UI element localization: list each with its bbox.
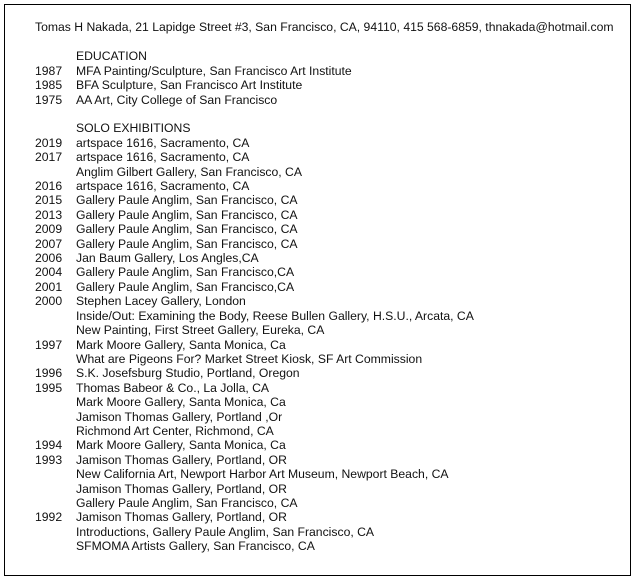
entry-year: 1985 (35, 78, 63, 93)
solo-exhibitions-list (35, 136, 627, 554)
solo-entry (35, 222, 627, 236)
education-entry (35, 64, 627, 78)
solo-entry (35, 338, 627, 352)
solo-entry (35, 395, 627, 409)
entry-text: Mark Moore Gallery, Santa Monica, Ca (76, 395, 286, 410)
entry-text: AA Art, City College of San Francisco (76, 92, 278, 107)
solo-entry (35, 352, 627, 366)
solo-entry (35, 265, 627, 279)
solo-entry (35, 136, 627, 150)
entry-year: 2006 (35, 251, 63, 266)
solo-exhibitions-heading: SOLO EXHIBITIONS (76, 121, 191, 136)
section-heading-row (35, 121, 627, 135)
entry-year: 2019 (35, 135, 63, 150)
solo-entry (35, 280, 627, 294)
entry-year (35, 395, 76, 409)
entry-text: Gallery Paule Anglim, San Francisco,CA (76, 279, 295, 294)
entry-text: Mark Moore Gallery, Santa Monica, Ca (76, 337, 286, 352)
entry-year: 1987 (35, 63, 63, 78)
entry-year: 2016 (35, 179, 63, 194)
entry-text: New California Art, Newport Harbor Art Museum, Newport Beach, CA (76, 467, 449, 482)
solo-entry (35, 208, 627, 222)
entry-year: 1975 (35, 92, 63, 107)
solo-entry (35, 539, 627, 553)
entry-year: 1995 (35, 380, 63, 395)
contact-line: Tomas H Nakada, 21 Lapidge Street #3, San Francisco, CA, 94110, 415 568-6859, thnakada@hotmail.com (35, 20, 614, 34)
entry-text: Gallery Paule Anglim, San Francisco, CA (76, 207, 298, 222)
solo-entry (35, 309, 627, 323)
solo-entry (35, 467, 627, 481)
solo-entry (35, 294, 627, 308)
entry-text: Inside/Out: Examining the Body, Reese Bullen Gallery, H.S.U., Arcata, CA (76, 308, 474, 323)
entry-year: 2001 (35, 279, 63, 294)
entry-text: artspace 1616, Sacramento, CA (76, 150, 250, 165)
entry-text: BFA Sculpture, San Francisco Art Institute (76, 78, 303, 93)
education-entry (35, 78, 627, 92)
solo-entry (35, 150, 627, 164)
solo-entry (35, 251, 627, 265)
entry-text: Thomas Babeor & Co., La Jolla, CA (76, 380, 270, 395)
entry-year: 1994 (35, 438, 63, 453)
entry-year (35, 496, 76, 510)
entry-text: Jamison Thomas Gallery, Portland, OR (76, 452, 287, 467)
solo-entry (35, 410, 627, 424)
section-spacer (35, 107, 627, 121)
solo-entry (35, 438, 627, 452)
entry-text: S.K. Josefsburg Studio, Portland, Oregon (76, 366, 300, 381)
entry-year: 2017 (35, 150, 63, 165)
solo-entry (35, 366, 627, 380)
entry-text: Gallery Paule Anglim, San Francisco, CA (76, 193, 298, 208)
solo-entry (35, 381, 627, 395)
entry-text: artspace 1616, Sacramento, CA (76, 179, 250, 194)
solo-entry (35, 453, 627, 467)
education-list (35, 64, 627, 107)
entry-year: 2013 (35, 207, 63, 222)
section-heading-row (35, 49, 627, 63)
entry-year: 1992 (35, 510, 63, 525)
entry-text: Stephen Lacey Gallery, London (76, 294, 246, 309)
entry-year (35, 323, 76, 337)
entry-text: Jamison Thomas Gallery, Portland, OR (76, 510, 287, 525)
entry-year (35, 424, 76, 438)
solo-entry (35, 323, 627, 337)
solo-entry (35, 482, 627, 496)
entry-text: artspace 1616, Sacramento, CA (76, 135, 250, 150)
entry-year (35, 525, 76, 539)
entry-text: Gallery Paule Anglim, San Francisco, CA (76, 222, 298, 237)
solo-entry (35, 525, 627, 539)
entry-year: 2015 (35, 193, 63, 208)
solo-entry (35, 424, 627, 438)
resume-document (35, 20, 627, 554)
solo-entry (35, 165, 627, 179)
entry-year: 1996 (35, 366, 63, 381)
entry-year: 2009 (35, 222, 63, 237)
solo-entry (35, 510, 627, 524)
entry-text: Gallery Paule Anglim, San Francisco,CA (76, 265, 295, 280)
entry-text: New Painting, First Street Gallery, Eureka, CA (76, 323, 325, 338)
education-entry (35, 93, 627, 107)
entry-text: What are Pigeons For? Market Street Kiosk, SF Art Commission (76, 351, 423, 366)
entry-year (35, 467, 76, 481)
entry-year (35, 165, 76, 179)
entry-text: MFA Painting/Sculpture, San Francisco Art Institute (76, 63, 352, 78)
entry-year: 2007 (35, 236, 63, 251)
entry-text: SFMOMA Artists Gallery, San Francisco, CA (76, 539, 315, 554)
entry-year (35, 539, 76, 553)
entry-year: 2004 (35, 265, 63, 280)
solo-entry (35, 193, 627, 207)
entry-year (35, 309, 76, 323)
solo-entry (35, 237, 627, 251)
entry-text: Jamison Thomas Gallery, Portland ,Or (76, 409, 283, 424)
entry-text: Anglim Gilbert Gallery, San Francisco, CA (76, 164, 302, 179)
solo-entry (35, 496, 627, 510)
entry-text: Jamison Thomas Gallery, Portland, OR (76, 481, 287, 496)
entry-year: 1997 (35, 337, 63, 352)
education-heading: EDUCATION (76, 49, 147, 64)
solo-entry (35, 179, 627, 193)
entry-text: Richmond Art Center, Richmond, CA (76, 423, 274, 438)
entry-year (35, 482, 76, 496)
entry-year: 1993 (35, 452, 63, 467)
entry-year: 2000 (35, 294, 63, 309)
entry-text: Gallery Paule Anglim, San Francisco, CA (76, 236, 298, 251)
entry-text: Gallery Paule Anglim, San Francisco, CA (76, 495, 298, 510)
entry-text: Introductions, Gallery Paule Anglim, San Francisco, CA (76, 524, 375, 539)
entry-text: Jan Baum Gallery, Los Angles,CA (76, 251, 259, 266)
entry-text: Mark Moore Gallery, Santa Monica, Ca (76, 438, 286, 453)
entry-year (35, 352, 76, 366)
entry-year (35, 410, 76, 424)
